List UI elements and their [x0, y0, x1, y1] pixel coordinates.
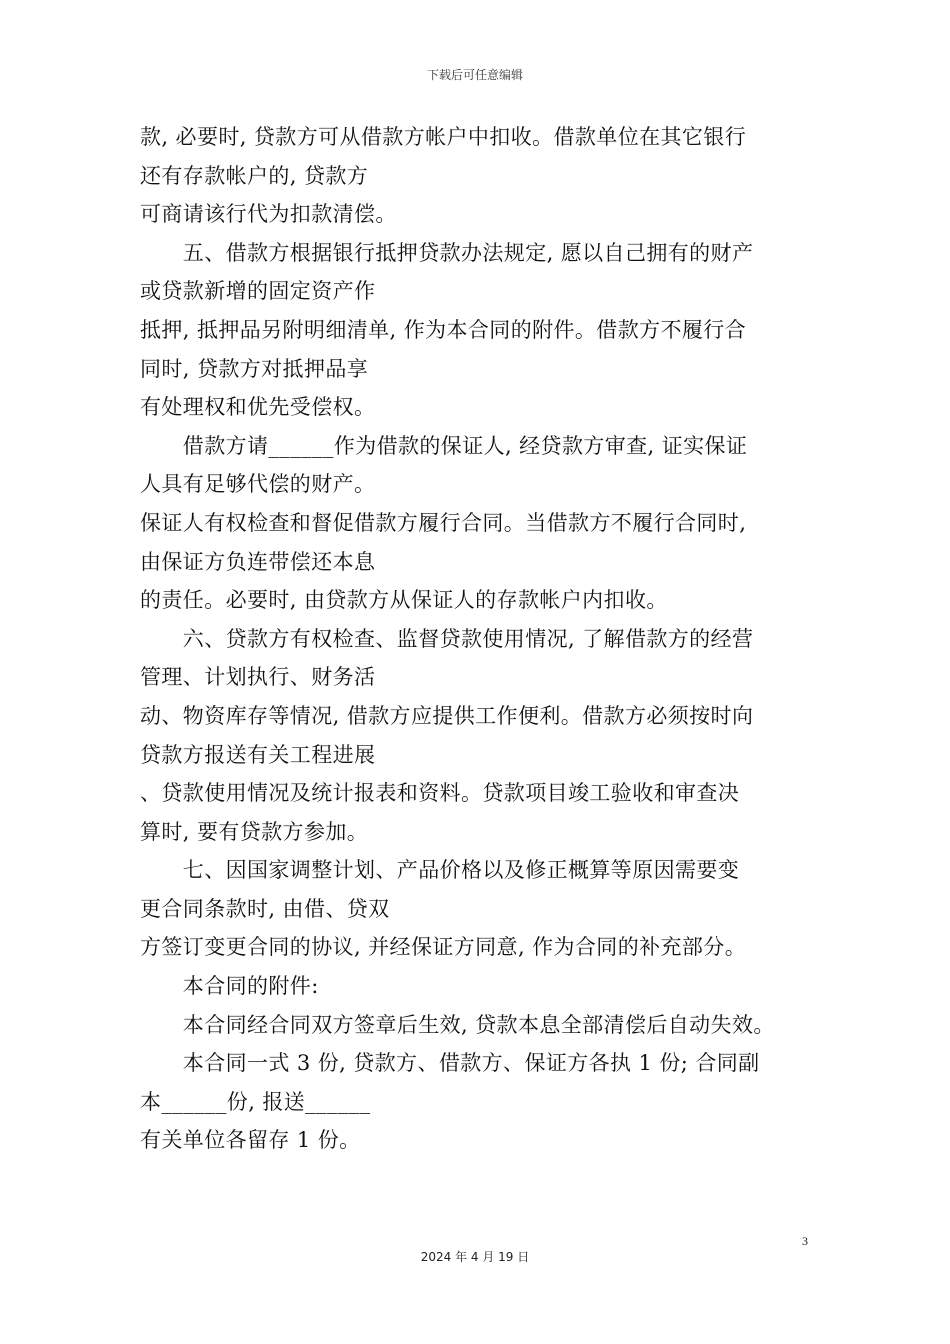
text-line: 有处理权和优先受偿权。 — [140, 395, 376, 420]
text-line: 款, 必要时, 贷款方可从借款方帐户中扣收。借款单位在其它银行 — [140, 125, 747, 149]
text-line: 由保证方负连带偿还本息 — [140, 549, 376, 574]
text-line: 还有存款帐户的, 贷款方 — [140, 163, 369, 188]
text-line: 五、借款方根据银行抵押贷款办法规定, 愿以自己拥有的财产 — [140, 240, 754, 265]
text-line: 贷款方报送有关工程进展 — [140, 742, 376, 767]
text-line: 、贷款使用情况及统计报表和资料。贷款项目竣工验收和审查决 — [140, 781, 740, 806]
text-line: 更合同条款时, 由借、贷双 — [140, 896, 390, 921]
text-line: 管理、计划执行、财务活 — [140, 665, 376, 690]
text-line: 算时, 要有贷款方参加。 — [140, 819, 369, 844]
text-line: 或贷款新增的固定资产作 — [140, 279, 376, 304]
text-line: 七、因国家调整计划、产品价格以及修正概算等原因需要变 — [140, 858, 740, 883]
text-line: 的责任。必要时, 由贷款方从保证人的存款帐户内扣收。 — [140, 588, 668, 613]
text-line: 同时, 贷款方对抵押品享 — [140, 356, 369, 381]
text-line: 保证人有权检查和督促借款方履行合同。当借款方不履行合同时, — [140, 510, 747, 535]
text-line: 本合同经合同双方签章后生效, 贷款本息全部清偿后自动失效。 — [140, 1012, 775, 1037]
text-line: 六、贷款方有权检查、监督贷款使用情况, 了解借款方的经营 — [140, 626, 754, 651]
page-header: 下载后可任意编辑 — [426, 68, 523, 82]
text-line: 抵押, 抵押品另附明细清单, 作为本合同的附件。借款方不履行合 — [140, 317, 747, 342]
text-line: 本合同一式 3 份, 贷款方、借款方、保证方各执 1 份; 合同副 — [140, 1051, 760, 1076]
text-line: 人具有足够代偿的财产。 — [140, 472, 376, 497]
text-line: 借款方请______作为借款的保证人, 经贷款方审查, 证实保证 — [140, 433, 748, 458]
text-line: 方签订变更合同的协议, 并经保证方同意, 作为合同的补充部分。 — [140, 935, 747, 960]
document-body — [140, 118, 820, 1160]
text-line: 本______份, 报送______ — [140, 1089, 371, 1114]
text-line: 可商请该行代为扣款清偿。 — [140, 202, 397, 227]
page-number: 3 — [802, 1234, 808, 1248]
footer-date: 2024 年 4 月 19 日 — [420, 1250, 530, 1264]
text-line: 动、物资库存等情况, 借款方应提供工作便利。借款方必须按时向 — [140, 703, 754, 728]
text-line: 本合同的附件: — [140, 974, 319, 999]
text-line: 有关单位各留存 1 份。 — [140, 1128, 361, 1153]
